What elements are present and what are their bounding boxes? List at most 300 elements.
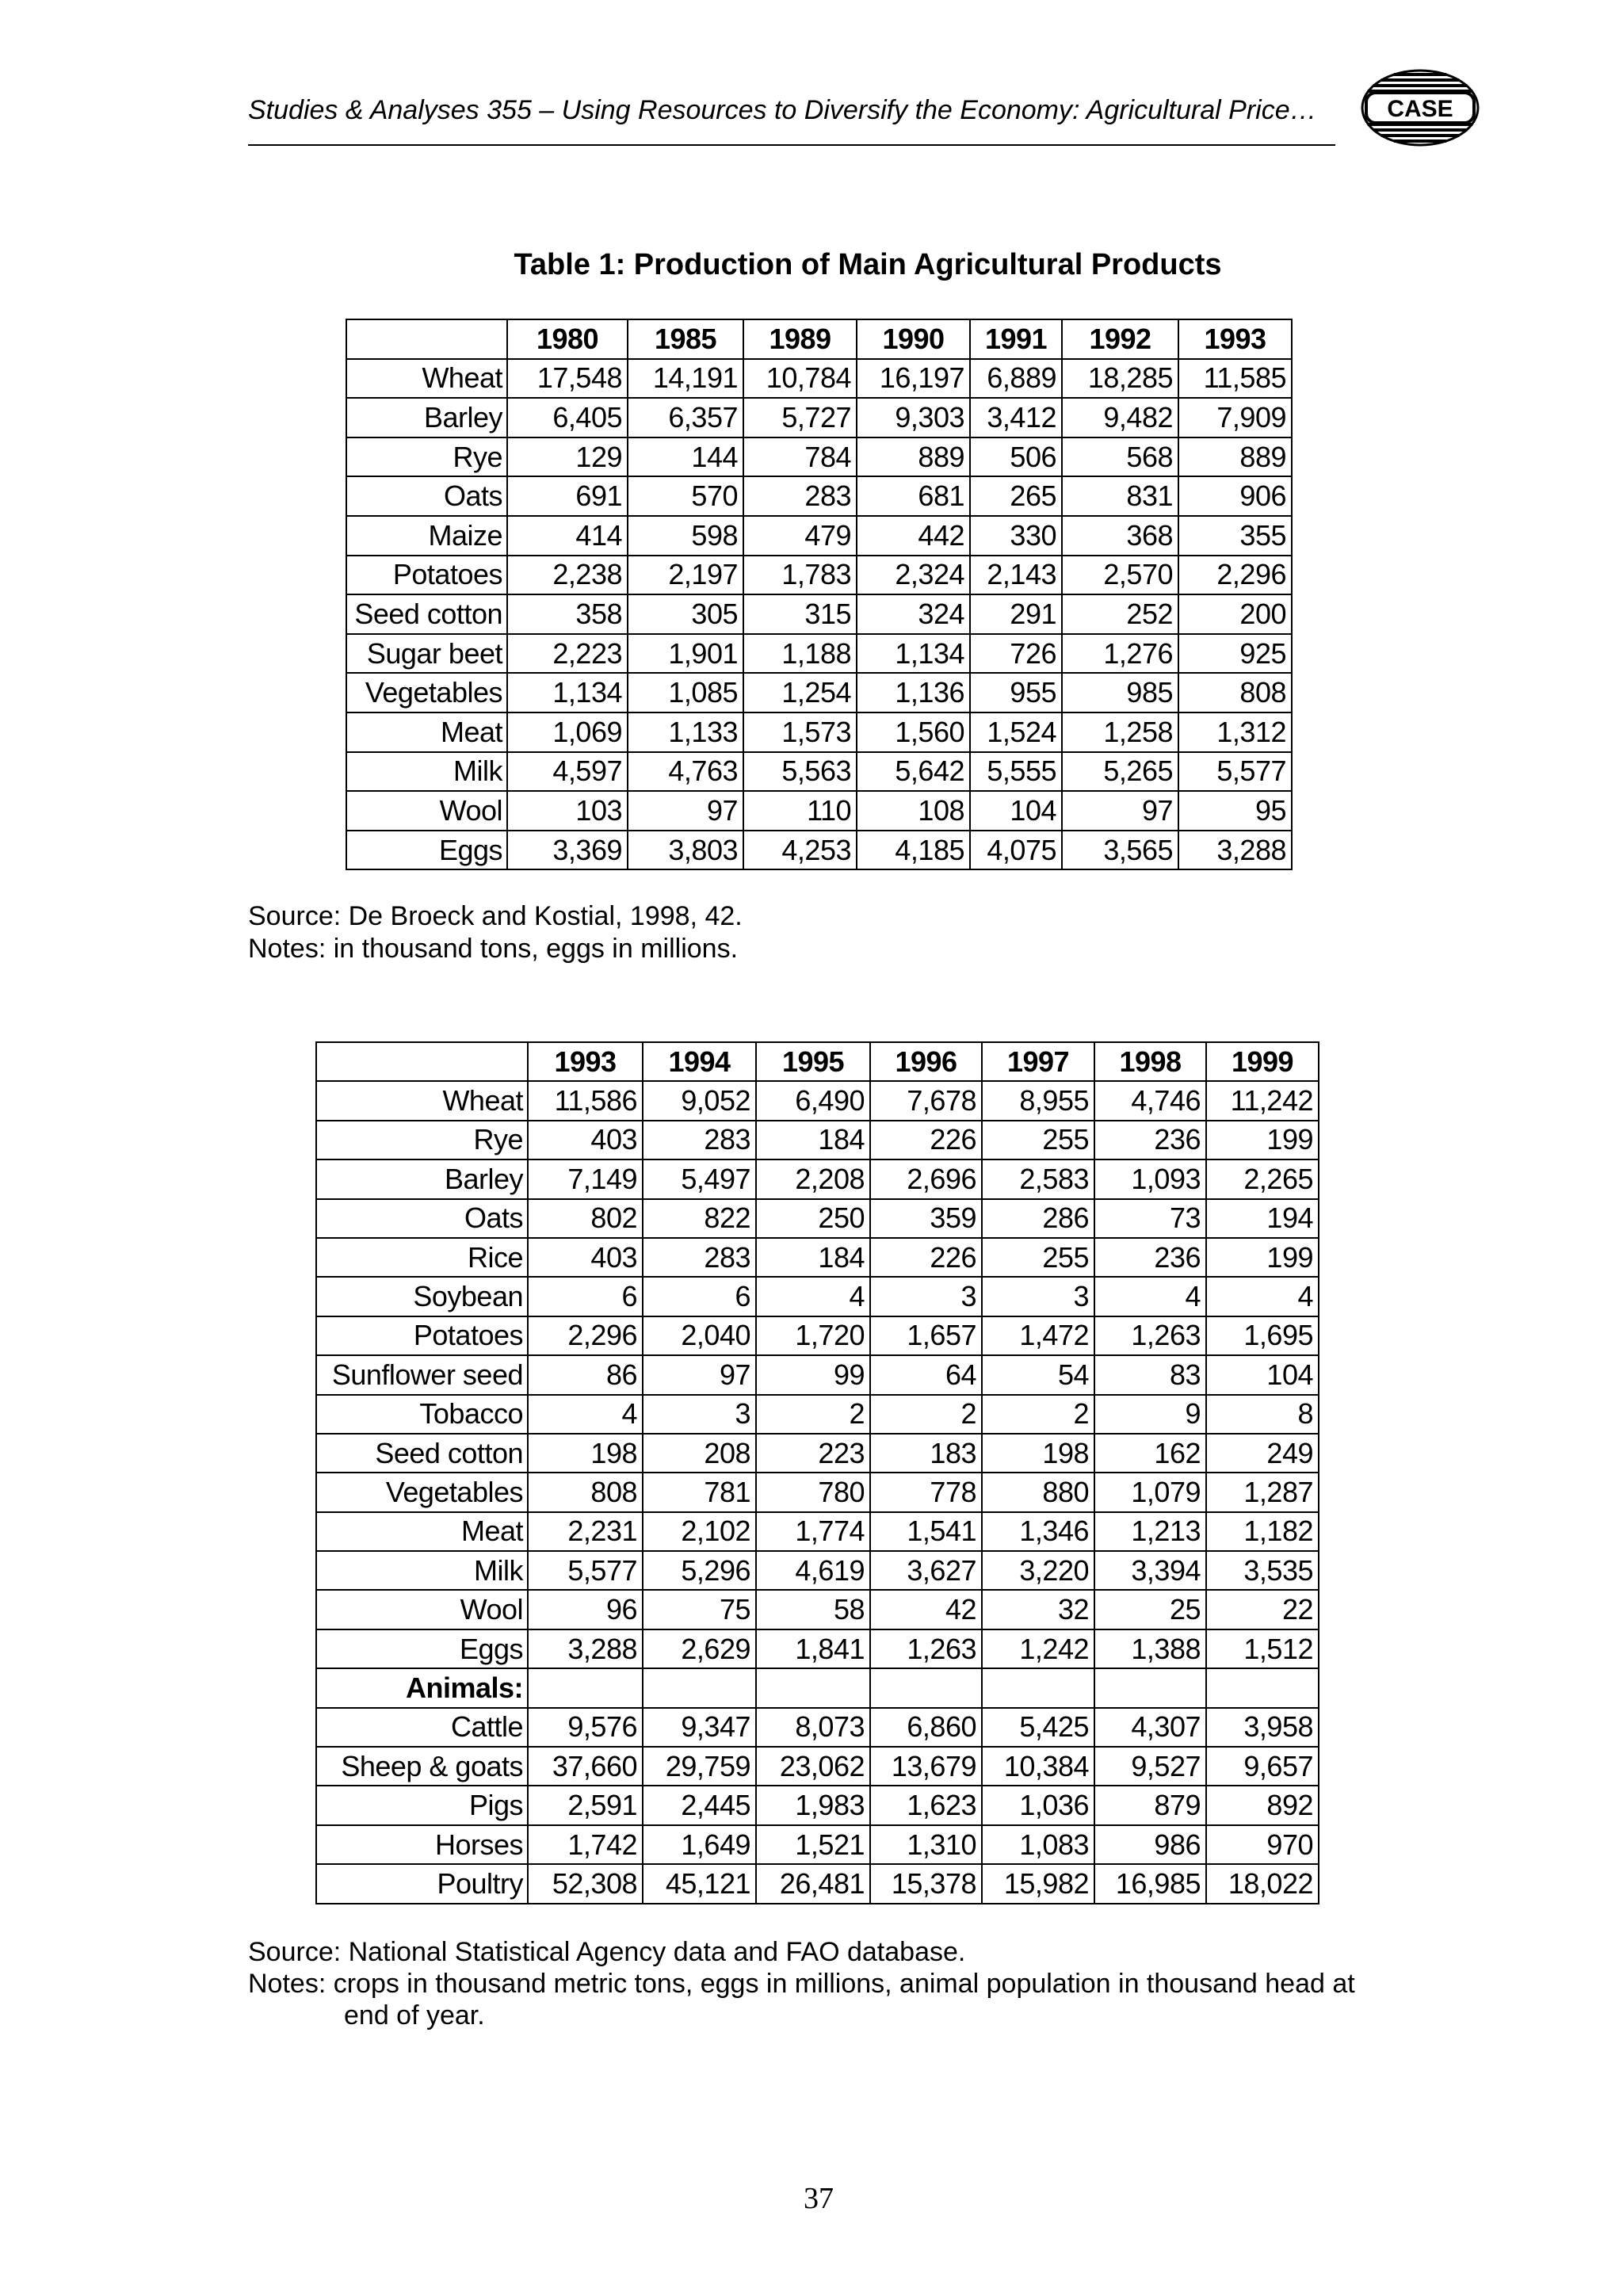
- column-header-year: 1989: [743, 319, 857, 359]
- row-label: Eggs: [346, 831, 507, 870]
- table-row: [316, 1590, 1319, 1629]
- table-cell: 236: [1094, 1121, 1206, 1159]
- table-cell: 11,586: [528, 1081, 643, 1120]
- table-cell: 236: [1094, 1238, 1206, 1277]
- table-cell: 442: [857, 516, 970, 556]
- table-cell: 970: [1206, 1825, 1319, 1864]
- table-cell: 6,860: [870, 1708, 982, 1747]
- table-cell: 889: [1178, 437, 1292, 477]
- table-cell: 8,955: [982, 1081, 1094, 1120]
- table-cell: 29,759: [643, 1747, 756, 1786]
- row-label: Seed cotton: [316, 1434, 528, 1473]
- table-cell: 42: [870, 1590, 982, 1629]
- table-cell: 226: [870, 1238, 982, 1277]
- table-cell: 2,591: [528, 1786, 643, 1824]
- table-row: [316, 1786, 1319, 1824]
- table-cell: 4,597: [507, 752, 628, 792]
- row-label: Sunflower seed: [316, 1355, 528, 1394]
- table-cell: 1,182: [1206, 1512, 1319, 1551]
- table-cell: 1,136: [857, 673, 970, 712]
- table-cell: 3,288: [528, 1629, 643, 1668]
- table-cell: 1,560: [857, 712, 970, 752]
- table-cell: 1,346: [982, 1512, 1094, 1551]
- table-cell: 283: [743, 476, 857, 516]
- table-cell: 9,052: [643, 1081, 756, 1120]
- table-cell: 1,841: [756, 1629, 870, 1668]
- table-cell: 183: [870, 1434, 982, 1473]
- table-cell: 162: [1094, 1434, 1206, 1473]
- table-cell: 5,642: [857, 752, 970, 792]
- table1-source-notes: [248, 900, 743, 965]
- row-label: Rye: [346, 437, 507, 477]
- table-row: [346, 634, 1292, 674]
- notes-line: Notes: in thousand tons, eggs in millions.: [248, 934, 739, 964]
- table-row: [316, 1199, 1319, 1238]
- table-cell: 2,040: [643, 1316, 756, 1355]
- table-cell: 1,541: [870, 1512, 982, 1551]
- table-cell: 5,265: [1062, 752, 1178, 792]
- row-label: Barley: [316, 1159, 528, 1198]
- table-row: [316, 1081, 1319, 1120]
- table-cell: 5,555: [970, 752, 1062, 792]
- table-cell: 18,285: [1062, 359, 1178, 399]
- table-cell: 5,497: [643, 1159, 756, 1198]
- table-cell: 11,242: [1206, 1081, 1319, 1120]
- column-header-year: 1992: [1062, 319, 1178, 359]
- table-cell: 368: [1062, 516, 1178, 556]
- table-cell: 1,083: [982, 1825, 1094, 1864]
- row-label: Sugar beet: [346, 634, 507, 674]
- row-label: Cattle: [316, 1708, 528, 1747]
- table-cell: 18,022: [1206, 1864, 1319, 1903]
- column-header-year: 1990: [857, 319, 970, 359]
- table-cell: 75: [643, 1590, 756, 1629]
- table-cell: 570: [628, 476, 743, 516]
- column-header-year: 1985: [628, 319, 743, 359]
- group-label: Animals:: [316, 1668, 528, 1707]
- table-cell: 955: [970, 673, 1062, 712]
- table-cell: 226: [870, 1121, 982, 1159]
- row-label: Tobacco: [316, 1395, 528, 1434]
- table-cell: 13,679: [870, 1747, 982, 1786]
- table-cell: 2,223: [507, 634, 628, 674]
- table-cell: 681: [857, 476, 970, 516]
- table-cell: 2,445: [643, 1786, 756, 1824]
- table-cell: 1,720: [756, 1316, 870, 1355]
- table-cell: 5,577: [528, 1551, 643, 1590]
- table-cell: 4,746: [1094, 1081, 1206, 1120]
- table-cell: 726: [970, 634, 1062, 674]
- table-cell: 1,623: [870, 1786, 982, 1824]
- table-cell: 2,296: [1178, 556, 1292, 595]
- table-cell: 5,425: [982, 1708, 1094, 1747]
- column-header-year: 1980: [507, 319, 628, 359]
- row-label: Potatoes: [346, 556, 507, 595]
- table-row: [316, 1864, 1319, 1903]
- table-cell: 5,727: [743, 398, 857, 437]
- table-row: [316, 1629, 1319, 1668]
- table-cell: 25: [1094, 1590, 1206, 1629]
- row-label: Maize: [346, 516, 507, 556]
- table-cell: 1,983: [756, 1786, 870, 1824]
- table-cell: 2,296: [528, 1316, 643, 1355]
- column-header-year: 1993: [1178, 319, 1292, 359]
- table-cell: 3,288: [1178, 831, 1292, 870]
- table-row: [316, 1551, 1319, 1590]
- table-cell: 5,296: [643, 1551, 756, 1590]
- table-cell: 32: [982, 1590, 1094, 1629]
- table-cell: 1,312: [1178, 712, 1292, 752]
- table-cell: 8,073: [756, 1708, 870, 1747]
- table-cell: 2,265: [1206, 1159, 1319, 1198]
- row-label: Eggs: [316, 1629, 528, 1668]
- table-cell: 4,307: [1094, 1708, 1206, 1747]
- table-cell: 2,197: [628, 556, 743, 595]
- table2-source-notes: [248, 1936, 1355, 2031]
- table-row: [316, 1316, 1319, 1355]
- table-cell: 3,369: [507, 831, 628, 870]
- table-cell: 780: [756, 1473, 870, 1511]
- table-cell: 781: [643, 1473, 756, 1511]
- table-cell: 1,242: [982, 1629, 1094, 1668]
- table-cell: 129: [507, 437, 628, 477]
- row-label: Horses: [316, 1825, 528, 1864]
- table-cell: 99: [756, 1355, 870, 1394]
- column-header-year: 1993: [528, 1042, 643, 1081]
- table-cell: 16,985: [1094, 1864, 1206, 1903]
- table-cell: 1,521: [756, 1825, 870, 1864]
- table-cell: 16,197: [857, 359, 970, 399]
- table-cell: 22: [1206, 1590, 1319, 1629]
- row-label: Vegetables: [316, 1473, 528, 1511]
- case-logo: [1360, 68, 1480, 147]
- header-row: [316, 1042, 1319, 1081]
- table-cell: 9,482: [1062, 398, 1178, 437]
- table-cell: 9,657: [1206, 1747, 1319, 1786]
- table-cell: 3,627: [870, 1551, 982, 1590]
- table-cell: 265: [970, 476, 1062, 516]
- table-cell: 95: [1178, 791, 1292, 831]
- table-cell: 73: [1094, 1199, 1206, 1238]
- table-header: [316, 1042, 1319, 1081]
- table-cell: 5,563: [743, 752, 857, 792]
- table-cell: 10,784: [743, 359, 857, 399]
- source-line: Source: National Statistical Agency data and FAO database.: [248, 1937, 966, 1967]
- table-cell: 4: [756, 1277, 870, 1316]
- row-label: Vegetables: [346, 673, 507, 712]
- table-cell: 6: [528, 1277, 643, 1316]
- table-cell: 359: [870, 1199, 982, 1238]
- table-cell: 283: [643, 1238, 756, 1277]
- row-label: Meat: [346, 712, 507, 752]
- table-cell: 2,570: [1062, 556, 1178, 595]
- table-cell: 199: [1206, 1238, 1319, 1277]
- table-cell: 1,079: [1094, 1473, 1206, 1511]
- corner-cell: [346, 319, 507, 359]
- table-cell: 358: [507, 594, 628, 634]
- table-cell: 3,394: [1094, 1551, 1206, 1590]
- row-label: Soybean: [316, 1277, 528, 1316]
- table-cell: 4,075: [970, 831, 1062, 870]
- table-cell: 985: [1062, 673, 1178, 712]
- table-cell: 208: [643, 1434, 756, 1473]
- header-row: [346, 319, 1292, 359]
- table-cell: 1,524: [970, 712, 1062, 752]
- row-label: Wool: [316, 1590, 528, 1629]
- table-cell: 144: [628, 437, 743, 477]
- row-label: Wool: [346, 791, 507, 831]
- table-cell: 11,585: [1178, 359, 1292, 399]
- table-cell: 1,069: [507, 712, 628, 752]
- table-cell: 9: [1094, 1395, 1206, 1434]
- table-cell: 199: [1206, 1121, 1319, 1159]
- empty-cell: [1206, 1668, 1319, 1707]
- table-cell: 249: [1206, 1434, 1319, 1473]
- table-cell: 691: [507, 476, 628, 516]
- table-cell: 3,412: [970, 398, 1062, 437]
- table-cell: 403: [528, 1238, 643, 1277]
- row-label: Barley: [346, 398, 507, 437]
- table-cell: 6,889: [970, 359, 1062, 399]
- table-cell: 104: [1206, 1355, 1319, 1394]
- table-cell: 8: [1206, 1395, 1319, 1434]
- table-cell: 330: [970, 516, 1062, 556]
- table-cell: 986: [1094, 1825, 1206, 1864]
- table-cell: 2: [756, 1395, 870, 1434]
- table-cell: 3: [870, 1277, 982, 1316]
- table-cell: 2,696: [870, 1159, 982, 1198]
- table-cell: 479: [743, 516, 857, 556]
- table-cell: 3,958: [1206, 1708, 1319, 1747]
- row-label: Milk: [316, 1551, 528, 1590]
- table-cell: 1,512: [1206, 1629, 1319, 1668]
- table-cell: 194: [1206, 1199, 1319, 1238]
- table-cell: 414: [507, 516, 628, 556]
- table-cell: 2,102: [643, 1512, 756, 1551]
- table-cell: 7,149: [528, 1159, 643, 1198]
- table-cell: 52,308: [528, 1864, 643, 1903]
- table-cell: 506: [970, 437, 1062, 477]
- table-cell: 831: [1062, 476, 1178, 516]
- table-cell: 2,238: [507, 556, 628, 595]
- table-cell: 3: [982, 1277, 1094, 1316]
- table-cell: 17,548: [507, 359, 628, 399]
- table-row: [346, 752, 1292, 792]
- table-row: [316, 1473, 1319, 1511]
- table-row: [346, 673, 1292, 712]
- table-cell: 403: [528, 1121, 643, 1159]
- table-cell: 37,660: [528, 1747, 643, 1786]
- table-row: [316, 1277, 1319, 1316]
- table-cell: 355: [1178, 516, 1292, 556]
- table-cell: 1,263: [1094, 1316, 1206, 1355]
- table-cell: 784: [743, 437, 857, 477]
- table-row: [316, 1825, 1319, 1864]
- row-label: Wheat: [316, 1081, 528, 1120]
- table-cell: 324: [857, 594, 970, 634]
- table-cell: 1,310: [870, 1825, 982, 1864]
- table-cell: 58: [756, 1590, 870, 1629]
- table-cell: 2,324: [857, 556, 970, 595]
- table-cell: 2: [982, 1395, 1094, 1434]
- notes-line: Notes: crops in thousand metric tons, eggs in millions, animal population in thousand head at: [248, 1969, 1355, 1999]
- table-cell: 1,036: [982, 1786, 1094, 1824]
- empty-cell: [1094, 1668, 1206, 1707]
- table-row: [316, 1668, 1319, 1707]
- table-row: [316, 1121, 1319, 1159]
- row-label: Oats: [346, 476, 507, 516]
- table-cell: 1,287: [1206, 1473, 1319, 1511]
- table-cell: 110: [743, 791, 857, 831]
- table-cell: 822: [643, 1199, 756, 1238]
- table-row: [346, 594, 1292, 634]
- table-cell: 86: [528, 1355, 643, 1394]
- table-cell: 10,384: [982, 1747, 1094, 1786]
- table-cell: 4,619: [756, 1551, 870, 1590]
- table-cell: 3,565: [1062, 831, 1178, 870]
- row-label: Milk: [346, 752, 507, 792]
- table-cell: 2,208: [756, 1159, 870, 1198]
- table-cell: 5,577: [1178, 752, 1292, 792]
- table-row: [316, 1434, 1319, 1473]
- table-cell: 14,191: [628, 359, 743, 399]
- table-cell: 1,901: [628, 634, 743, 674]
- table-cell: 880: [982, 1473, 1094, 1511]
- source-line: Source: De Broeck and Kostial, 1998, 42.: [248, 901, 743, 931]
- table-cell: 305: [628, 594, 743, 634]
- production-table-1993-1999: [315, 1041, 1319, 1904]
- row-label: Rice: [316, 1238, 528, 1277]
- table-cell: 879: [1094, 1786, 1206, 1824]
- table-cell: 4,185: [857, 831, 970, 870]
- table-cell: 23,062: [756, 1747, 870, 1786]
- table-cell: 4: [528, 1395, 643, 1434]
- column-header-year: 1998: [1094, 1042, 1206, 1081]
- table-cell: 283: [643, 1121, 756, 1159]
- table-cell: 1,774: [756, 1512, 870, 1551]
- table-cell: 54: [982, 1355, 1094, 1394]
- table-cell: 2: [870, 1395, 982, 1434]
- table-cell: 906: [1178, 476, 1292, 516]
- table-cell: 315: [743, 594, 857, 634]
- table-cell: 184: [756, 1238, 870, 1277]
- table-row: [346, 831, 1292, 870]
- table-cell: 3,803: [628, 831, 743, 870]
- table-cell: 6,405: [507, 398, 628, 437]
- table-row: [346, 398, 1292, 437]
- table-cell: 1,783: [743, 556, 857, 595]
- row-label: Seed cotton: [346, 594, 507, 634]
- row-label: Sheep & goats: [316, 1747, 528, 1786]
- row-label: Pigs: [316, 1786, 528, 1824]
- table-cell: 4,253: [743, 831, 857, 870]
- table-row: [346, 437, 1292, 477]
- table-cell: 286: [982, 1199, 1094, 1238]
- table-cell: 1,742: [528, 1825, 643, 1864]
- table-cell: 925: [1178, 634, 1292, 674]
- row-label: Potatoes: [316, 1316, 528, 1355]
- table-row: [316, 1159, 1319, 1198]
- table-body: [346, 359, 1292, 870]
- logo-text: CASE: [1387, 96, 1453, 122]
- column-header-year: 1995: [756, 1042, 870, 1081]
- table-row: [346, 712, 1292, 752]
- table-cell: 2,583: [982, 1159, 1094, 1198]
- table-cell: 26,481: [756, 1864, 870, 1903]
- table-cell: 64: [870, 1355, 982, 1394]
- table-cell: 96: [528, 1590, 643, 1629]
- table-cell: 4,763: [628, 752, 743, 792]
- table-cell: 1,263: [870, 1629, 982, 1668]
- table-cell: 6,490: [756, 1081, 870, 1120]
- empty-cell: [756, 1668, 870, 1707]
- table-cell: 2,143: [970, 556, 1062, 595]
- table-cell: 4: [1206, 1277, 1319, 1316]
- table-cell: 104: [970, 791, 1062, 831]
- column-header-year: 1996: [870, 1042, 982, 1081]
- row-label: Rye: [316, 1121, 528, 1159]
- table-cell: 1,258: [1062, 712, 1178, 752]
- table-cell: 255: [982, 1238, 1094, 1277]
- column-header-year: 1997: [982, 1042, 1094, 1081]
- table-cell: 1,657: [870, 1316, 982, 1355]
- table-row: [346, 476, 1292, 516]
- table-cell: 1,388: [1094, 1629, 1206, 1668]
- column-header-year: 1991: [970, 319, 1062, 359]
- table-cell: 200: [1178, 594, 1292, 634]
- table-cell: 184: [756, 1121, 870, 1159]
- corner-cell: [316, 1042, 528, 1081]
- table-cell: 9,576: [528, 1708, 643, 1747]
- table-row: [316, 1708, 1319, 1747]
- production-table-1980-1993: [346, 319, 1293, 870]
- table-cell: 45,121: [643, 1864, 756, 1903]
- table-cell: 291: [970, 594, 1062, 634]
- empty-cell: [982, 1668, 1094, 1707]
- row-label: Poultry: [316, 1864, 528, 1903]
- column-header-year: 1999: [1206, 1042, 1319, 1081]
- table-cell: 1,085: [628, 673, 743, 712]
- table-row: [316, 1395, 1319, 1434]
- row-label: Wheat: [346, 359, 507, 399]
- table-cell: 9,303: [857, 398, 970, 437]
- table-cell: 808: [1178, 673, 1292, 712]
- table-cell: 9,347: [643, 1708, 756, 1747]
- table-cell: 4: [1094, 1277, 1206, 1316]
- table-cell: 778: [870, 1473, 982, 1511]
- empty-cell: [870, 1668, 982, 1707]
- table-cell: 103: [507, 791, 628, 831]
- table-cell: 15,982: [982, 1864, 1094, 1903]
- table-cell: 7,678: [870, 1081, 982, 1120]
- notes-line-continued: end of year.: [344, 2000, 485, 2030]
- table-row: [346, 516, 1292, 556]
- table-cell: 252: [1062, 594, 1178, 634]
- table-cell: 1,649: [643, 1825, 756, 1864]
- empty-cell: [643, 1668, 756, 1707]
- table-title: Table 1: Production of Main Agricultural Products: [514, 248, 1222, 281]
- table-cell: 1,134: [507, 673, 628, 712]
- page-number: 37: [804, 2182, 834, 2215]
- table-cell: 6,357: [628, 398, 743, 437]
- table-cell: 97: [1062, 791, 1178, 831]
- table-cell: 568: [1062, 437, 1178, 477]
- table-header: [346, 319, 1292, 359]
- table-cell: 802: [528, 1199, 643, 1238]
- table-cell: 9,527: [1094, 1747, 1206, 1786]
- table-cell: 198: [528, 1434, 643, 1473]
- row-label: Oats: [316, 1199, 528, 1238]
